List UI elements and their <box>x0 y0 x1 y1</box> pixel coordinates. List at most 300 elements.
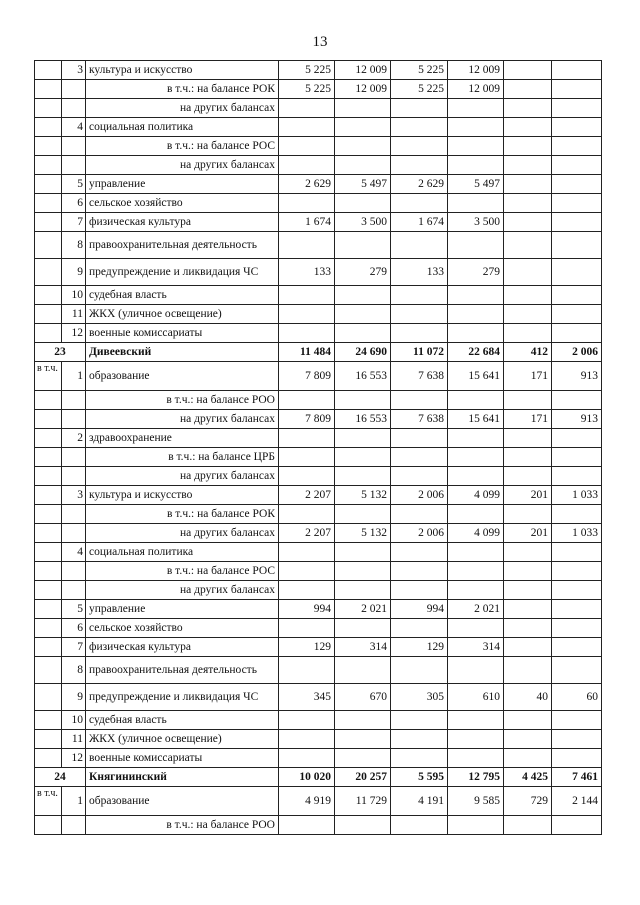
value-cell-1 <box>279 286 335 305</box>
value-cell-2 <box>335 467 391 486</box>
value-cell-1 <box>279 619 335 638</box>
row-prefix <box>35 80 62 99</box>
value-cell-3 <box>391 619 448 638</box>
value-cell-3 <box>391 562 448 581</box>
row-prefix <box>35 581 62 600</box>
row-index: 5 <box>62 175 86 194</box>
category-label: предупреждение и ликвидация ЧС <box>86 259 279 286</box>
value-cell-4 <box>448 467 504 486</box>
value-cell-6 <box>552 118 602 137</box>
category-label: социальная политика <box>86 118 279 137</box>
value-cell-3 <box>391 305 448 324</box>
value-cell-5 <box>504 99 552 118</box>
table-row <box>35 194 602 213</box>
value-cell-5 <box>504 581 552 600</box>
value-cell-5 <box>504 816 552 835</box>
value-cell-2 <box>335 711 391 730</box>
row-index: 4 <box>62 543 86 562</box>
value-cell-5 <box>504 137 552 156</box>
value-cell-4 <box>448 543 504 562</box>
row-index: 9 <box>62 259 86 286</box>
table-row <box>35 600 602 619</box>
sub-item-label: в т.ч.: на балансе РОК <box>86 505 279 524</box>
value-cell-4 <box>448 749 504 768</box>
value-cell-5 <box>504 232 552 259</box>
row-prefix <box>35 61 62 80</box>
value-cell-2 <box>335 429 391 448</box>
value-cell-5 <box>504 391 552 410</box>
value-cell-4 <box>448 562 504 581</box>
row-prefix <box>35 175 62 194</box>
value-cell-4 <box>448 194 504 213</box>
value-cell-4: 15 641 <box>448 410 504 429</box>
value-cell-1 <box>279 816 335 835</box>
value-cell-4: 12 795 <box>448 768 504 787</box>
value-cell-4: 3 500 <box>448 213 504 232</box>
value-cell-5: 4 425 <box>504 768 552 787</box>
value-cell-2: 20 257 <box>335 768 391 787</box>
value-cell-6: 1 033 <box>552 524 602 543</box>
category-label: предупреждение и ликвидация ЧС <box>86 684 279 711</box>
value-cell-6: 7 461 <box>552 768 602 787</box>
value-cell-5 <box>504 619 552 638</box>
value-cell-1 <box>279 505 335 524</box>
value-cell-2 <box>335 156 391 175</box>
value-cell-6 <box>552 543 602 562</box>
value-cell-1 <box>279 305 335 324</box>
value-cell-6 <box>552 730 602 749</box>
value-cell-4: 22 684 <box>448 343 504 362</box>
value-cell-4 <box>448 711 504 730</box>
value-cell-6 <box>552 194 602 213</box>
value-cell-4 <box>448 305 504 324</box>
value-cell-3 <box>391 429 448 448</box>
value-cell-6: 913 <box>552 410 602 429</box>
value-cell-4 <box>448 391 504 410</box>
district-name: Дивеевский <box>86 343 279 362</box>
value-cell-3 <box>391 581 448 600</box>
value-cell-5 <box>504 638 552 657</box>
row-prefix <box>35 448 62 467</box>
row-prefix <box>35 543 62 562</box>
row-prefix <box>35 213 62 232</box>
sub-item-label: на других балансах <box>86 156 279 175</box>
value-cell-2 <box>335 305 391 324</box>
value-cell-2: 12 009 <box>335 80 391 99</box>
row-prefix <box>35 259 62 286</box>
value-cell-4 <box>448 118 504 137</box>
value-cell-3: 5 225 <box>391 61 448 80</box>
value-cell-2: 5 132 <box>335 486 391 505</box>
value-cell-1: 994 <box>279 600 335 619</box>
value-cell-6 <box>552 61 602 80</box>
value-cell-2: 5 132 <box>335 524 391 543</box>
table-row <box>35 232 602 259</box>
value-cell-5 <box>504 175 552 194</box>
value-cell-5 <box>504 429 552 448</box>
row-index: 4 <box>62 118 86 137</box>
table-row <box>35 486 602 505</box>
row-prefix <box>35 711 62 730</box>
row-prefix <box>35 391 62 410</box>
value-cell-6 <box>552 391 602 410</box>
row-prefix <box>35 99 62 118</box>
value-cell-3 <box>391 324 448 343</box>
table-row <box>35 391 602 410</box>
table-row <box>35 787 602 816</box>
table-row <box>35 61 602 80</box>
value-cell-6 <box>552 638 602 657</box>
row-index: 10 <box>62 286 86 305</box>
value-cell-4 <box>448 657 504 684</box>
row-prefix <box>35 305 62 324</box>
value-cell-1: 2 629 <box>279 175 335 194</box>
value-cell-5: 201 <box>504 524 552 543</box>
value-cell-1: 2 207 <box>279 486 335 505</box>
row-index <box>62 99 86 118</box>
value-cell-1 <box>279 711 335 730</box>
row-prefix <box>35 286 62 305</box>
category-label: культура и искусство <box>86 486 279 505</box>
value-cell-6 <box>552 259 602 286</box>
value-cell-1: 4 919 <box>279 787 335 816</box>
value-cell-6 <box>552 286 602 305</box>
value-cell-3: 133 <box>391 259 448 286</box>
value-cell-3 <box>391 448 448 467</box>
value-cell-3: 1 674 <box>391 213 448 232</box>
district-number: 24 <box>35 768 86 787</box>
value-cell-5 <box>504 600 552 619</box>
value-cell-5 <box>504 448 552 467</box>
value-cell-6: 913 <box>552 362 602 391</box>
value-cell-4: 4 099 <box>448 524 504 543</box>
value-cell-3 <box>391 505 448 524</box>
value-cell-5 <box>504 80 552 99</box>
table-row <box>35 524 602 543</box>
value-cell-2: 2 021 <box>335 600 391 619</box>
value-cell-2 <box>335 286 391 305</box>
row-index <box>62 391 86 410</box>
table-row <box>35 175 602 194</box>
row-index <box>62 581 86 600</box>
row-index <box>62 524 86 543</box>
row-prefix <box>35 137 62 156</box>
value-cell-4: 4 099 <box>448 486 504 505</box>
value-cell-3 <box>391 391 448 410</box>
table-row <box>35 505 602 524</box>
row-index <box>62 410 86 429</box>
row-prefix: в т.ч. <box>35 787 62 816</box>
value-cell-6 <box>552 562 602 581</box>
row-index: 12 <box>62 749 86 768</box>
table-row <box>35 305 602 324</box>
category-label: ЖКХ (уличное освещение) <box>86 305 279 324</box>
value-cell-6 <box>552 600 602 619</box>
category-label: судебная власть <box>86 711 279 730</box>
table-row <box>35 619 602 638</box>
value-cell-6 <box>552 749 602 768</box>
value-cell-6: 2 006 <box>552 343 602 362</box>
value-cell-3 <box>391 543 448 562</box>
value-cell-1 <box>279 730 335 749</box>
value-cell-2: 24 690 <box>335 343 391 362</box>
value-cell-5 <box>504 259 552 286</box>
value-cell-1: 7 809 <box>279 410 335 429</box>
value-cell-6 <box>552 80 602 99</box>
value-cell-6 <box>552 581 602 600</box>
row-index: 8 <box>62 232 86 259</box>
row-prefix <box>35 505 62 524</box>
row-index <box>62 505 86 524</box>
row-prefix <box>35 156 62 175</box>
value-cell-3 <box>391 286 448 305</box>
table-row <box>35 749 602 768</box>
value-cell-1 <box>279 448 335 467</box>
table-row <box>35 213 602 232</box>
row-prefix <box>35 429 62 448</box>
category-label: социальная политика <box>86 543 279 562</box>
value-cell-3 <box>391 467 448 486</box>
value-cell-4: 314 <box>448 638 504 657</box>
value-cell-6 <box>552 175 602 194</box>
value-cell-6 <box>552 213 602 232</box>
value-cell-4 <box>448 286 504 305</box>
value-cell-2 <box>335 448 391 467</box>
table-row <box>35 156 602 175</box>
row-prefix <box>35 684 62 711</box>
value-cell-1 <box>279 324 335 343</box>
value-cell-5 <box>504 749 552 768</box>
sub-item-label: в т.ч.: на балансе ЦРБ <box>86 448 279 467</box>
row-prefix <box>35 410 62 429</box>
budget-table <box>34 60 602 835</box>
sub-item-label: на других балансах <box>86 99 279 118</box>
sub-item-label: на других балансах <box>86 410 279 429</box>
table-row <box>35 448 602 467</box>
value-cell-2: 11 729 <box>335 787 391 816</box>
value-cell-5: 729 <box>504 787 552 816</box>
table-row <box>35 467 602 486</box>
row-index: 6 <box>62 619 86 638</box>
category-label: сельское хозяйство <box>86 619 279 638</box>
sub-item-label: на других балансах <box>86 467 279 486</box>
value-cell-1 <box>279 429 335 448</box>
value-cell-1 <box>279 118 335 137</box>
row-index: 9 <box>62 684 86 711</box>
table-row <box>35 99 602 118</box>
value-cell-3: 994 <box>391 600 448 619</box>
row-prefix <box>35 467 62 486</box>
category-label: образование <box>86 787 279 816</box>
value-cell-6 <box>552 448 602 467</box>
district-row <box>35 768 602 787</box>
value-cell-5: 171 <box>504 410 552 429</box>
value-cell-3: 11 072 <box>391 343 448 362</box>
row-index <box>62 467 86 486</box>
table-row <box>35 562 602 581</box>
value-cell-6 <box>552 137 602 156</box>
category-label: правоохранительная деятельность <box>86 657 279 684</box>
value-cell-4 <box>448 619 504 638</box>
sub-item-label: в т.ч.: на балансе РОО <box>86 391 279 410</box>
value-cell-1: 345 <box>279 684 335 711</box>
value-cell-5 <box>504 730 552 749</box>
row-index: 6 <box>62 194 86 213</box>
category-label: управление <box>86 175 279 194</box>
value-cell-1: 5 225 <box>279 80 335 99</box>
value-cell-4: 15 641 <box>448 362 504 391</box>
value-cell-4 <box>448 137 504 156</box>
value-cell-2: 279 <box>335 259 391 286</box>
row-index: 12 <box>62 324 86 343</box>
row-prefix <box>35 562 62 581</box>
value-cell-6 <box>552 505 602 524</box>
value-cell-4 <box>448 232 504 259</box>
row-index <box>62 816 86 835</box>
row-prefix <box>35 730 62 749</box>
value-cell-2: 12 009 <box>335 61 391 80</box>
row-index: 10 <box>62 711 86 730</box>
value-cell-3: 2 006 <box>391 486 448 505</box>
value-cell-6 <box>552 156 602 175</box>
value-cell-3: 4 191 <box>391 787 448 816</box>
sub-item-label: в т.ч.: на балансе РОС <box>86 562 279 581</box>
row-prefix <box>35 324 62 343</box>
row-prefix <box>35 619 62 638</box>
sub-item-label: на других балансах <box>86 524 279 543</box>
value-cell-4: 610 <box>448 684 504 711</box>
category-label: судебная власть <box>86 286 279 305</box>
value-cell-3 <box>391 711 448 730</box>
table-row <box>35 410 602 429</box>
value-cell-2 <box>335 505 391 524</box>
sub-item-label: в т.ч.: на балансе РОС <box>86 137 279 156</box>
value-cell-2 <box>335 562 391 581</box>
value-cell-1 <box>279 156 335 175</box>
value-cell-2: 670 <box>335 684 391 711</box>
value-cell-5 <box>504 324 552 343</box>
value-cell-2: 3 500 <box>335 213 391 232</box>
row-index: 7 <box>62 638 86 657</box>
table-row <box>35 581 602 600</box>
value-cell-3: 129 <box>391 638 448 657</box>
row-index: 8 <box>62 657 86 684</box>
value-cell-5 <box>504 61 552 80</box>
table-row <box>35 429 602 448</box>
category-label: сельское хозяйство <box>86 194 279 213</box>
value-cell-4 <box>448 429 504 448</box>
value-cell-2 <box>335 99 391 118</box>
value-cell-3 <box>391 118 448 137</box>
value-cell-3: 5 225 <box>391 80 448 99</box>
value-cell-5 <box>504 562 552 581</box>
category-label: военные комиссариаты <box>86 324 279 343</box>
row-index: 11 <box>62 305 86 324</box>
value-cell-5: 171 <box>504 362 552 391</box>
row-index: 1 <box>62 362 86 391</box>
value-cell-4 <box>448 156 504 175</box>
value-cell-6 <box>552 232 602 259</box>
value-cell-1 <box>279 99 335 118</box>
value-cell-5: 412 <box>504 343 552 362</box>
value-cell-3 <box>391 156 448 175</box>
value-cell-5 <box>504 711 552 730</box>
value-cell-4: 2 021 <box>448 600 504 619</box>
value-cell-2 <box>335 657 391 684</box>
value-cell-4: 9 585 <box>448 787 504 816</box>
value-cell-6 <box>552 711 602 730</box>
row-prefix <box>35 232 62 259</box>
value-cell-5 <box>504 505 552 524</box>
value-cell-1: 2 207 <box>279 524 335 543</box>
value-cell-4: 279 <box>448 259 504 286</box>
value-cell-6 <box>552 429 602 448</box>
value-cell-2 <box>335 730 391 749</box>
table-row <box>35 816 602 835</box>
table-row <box>35 638 602 657</box>
value-cell-3 <box>391 194 448 213</box>
value-cell-6: 60 <box>552 684 602 711</box>
value-cell-1: 7 809 <box>279 362 335 391</box>
value-cell-2 <box>335 619 391 638</box>
value-cell-5 <box>504 118 552 137</box>
value-cell-3 <box>391 137 448 156</box>
value-cell-6: 1 033 <box>552 486 602 505</box>
row-index: 11 <box>62 730 86 749</box>
table-row <box>35 324 602 343</box>
value-cell-2 <box>335 816 391 835</box>
category-label: физическая культура <box>86 638 279 657</box>
sub-item-label: в т.ч.: на балансе РОК <box>86 80 279 99</box>
value-cell-1 <box>279 391 335 410</box>
value-cell-1: 11 484 <box>279 343 335 362</box>
value-cell-4 <box>448 581 504 600</box>
category-label: управление <box>86 600 279 619</box>
value-cell-2: 314 <box>335 638 391 657</box>
value-cell-5 <box>504 543 552 562</box>
category-label: образование <box>86 362 279 391</box>
table-row <box>35 730 602 749</box>
value-cell-5 <box>504 194 552 213</box>
value-cell-2 <box>335 118 391 137</box>
value-cell-6 <box>552 619 602 638</box>
row-index <box>62 448 86 467</box>
row-index <box>62 80 86 99</box>
value-cell-5: 40 <box>504 684 552 711</box>
page-number: 13 <box>312 34 328 50</box>
table-row <box>35 80 602 99</box>
value-cell-6 <box>552 324 602 343</box>
value-cell-3: 305 <box>391 684 448 711</box>
value-cell-4 <box>448 99 504 118</box>
value-cell-4: 5 497 <box>448 175 504 194</box>
sub-item-label: в т.ч.: на балансе РОО <box>86 816 279 835</box>
value-cell-4 <box>448 324 504 343</box>
value-cell-5 <box>504 213 552 232</box>
value-cell-6 <box>552 467 602 486</box>
row-prefix <box>35 600 62 619</box>
value-cell-3 <box>391 749 448 768</box>
table-row <box>35 118 602 137</box>
value-cell-1: 1 674 <box>279 213 335 232</box>
value-cell-1 <box>279 581 335 600</box>
category-label: правоохранительная деятельность <box>86 232 279 259</box>
row-index: 2 <box>62 429 86 448</box>
row-prefix <box>35 194 62 213</box>
row-prefix <box>35 118 62 137</box>
value-cell-3 <box>391 816 448 835</box>
value-cell-3: 7 638 <box>391 410 448 429</box>
